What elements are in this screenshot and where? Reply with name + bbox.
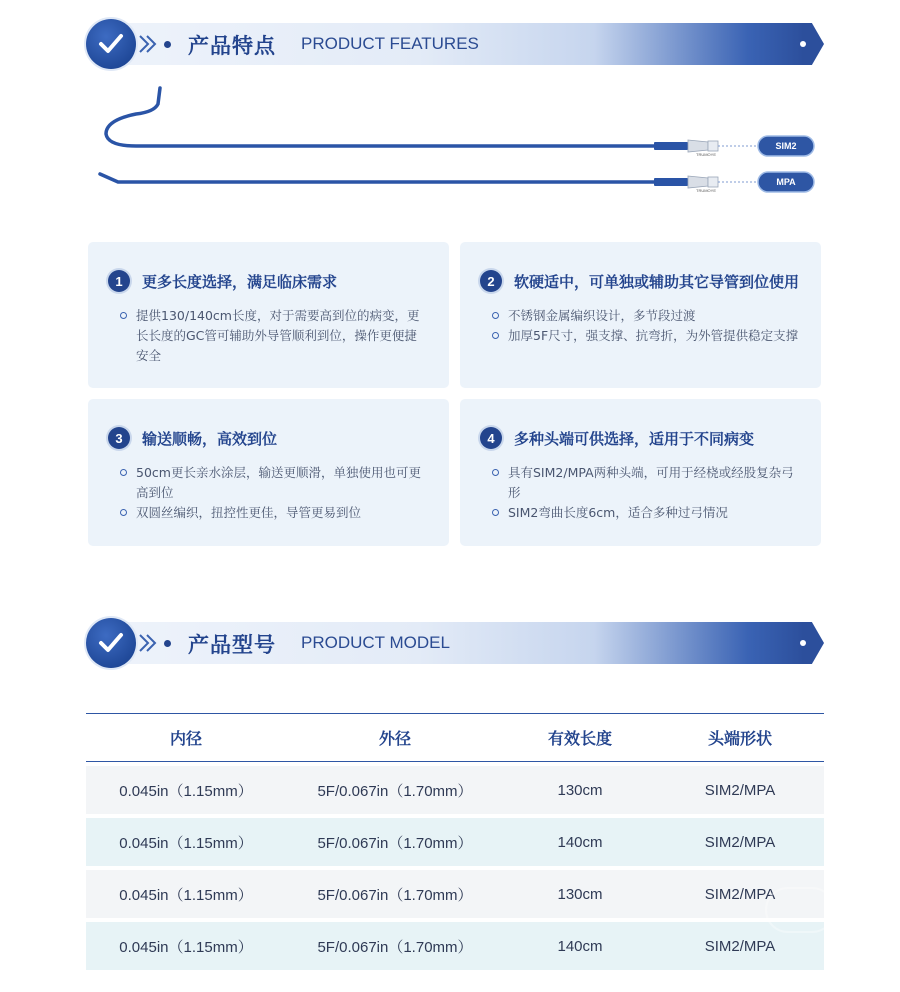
cell-outer-diameter: 5F/0.067in（1.70mm） <box>317 938 473 956</box>
table-row <box>86 818 824 866</box>
cell-effective-length: 140cm <box>557 937 603 955</box>
feature-points <box>120 463 429 523</box>
feature-points <box>120 306 429 366</box>
feature-point: 50cm更长亲水涂层，输送更顺滑，单独使用也可更高到位 <box>120 463 429 503</box>
catheter-illustration <box>96 84 826 204</box>
cell-inner-diameter: 0.045in（1.15mm） <box>119 938 253 956</box>
banner-bullet-dot <box>164 640 171 647</box>
sim2-hub-label: TRUMOYE <box>696 152 716 157</box>
mpa-catheter <box>100 172 814 193</box>
feature-point: 具有SIM2/MPA两种头端，可用于经桡或经股复杂弓形 <box>492 463 801 503</box>
table-header-row <box>86 714 824 762</box>
header-outer-diameter: 外径 <box>378 729 411 748</box>
feature-point: 不锈钢金属编织设计，多节段过渡 <box>492 306 801 326</box>
feature-title: 输送顺畅，高效到位 <box>142 429 278 448</box>
banner-end-dot <box>800 41 806 47</box>
cell-effective-length: 130cm <box>557 781 603 799</box>
table-row <box>86 766 824 814</box>
cell-inner-diameter: 0.045in（1.15mm） <box>119 834 253 852</box>
mpa-tag-label: MPA <box>776 177 796 187</box>
banner-bullet-dot <box>164 41 171 48</box>
model-title-cn: 产品型号 <box>188 633 276 657</box>
cell-effective-length: 140cm <box>557 833 603 851</box>
mpa-hub-label: TRUMOYE <box>696 188 716 193</box>
banner-end-dot <box>800 640 806 646</box>
cell-inner-diameter: 0.045in（1.15mm） <box>119 782 253 800</box>
cell-effective-length: 130cm <box>557 885 603 903</box>
table-row <box>86 922 824 970</box>
feature-card-4 <box>460 399 821 546</box>
checkmark-icon <box>86 19 136 69</box>
double-chevron-icon <box>138 633 160 653</box>
feature-title: 多种头端可供选择，适用于不同病变 <box>514 429 755 448</box>
cell-tip-shape: SIM2/MPA <box>704 833 776 851</box>
cell-tip-shape: SIM2/MPA <box>704 937 776 955</box>
feature-point: 提供130/140cm长度，对于需要高到位的病变，更长长度的GC管可辅助外导管顺利到位，操作更便捷安全 <box>120 306 429 366</box>
cell-outer-diameter: 5F/0.067in（1.70mm） <box>317 782 473 800</box>
cell-outer-diameter: 5F/0.067in（1.70mm） <box>317 834 473 852</box>
feature-card-1 <box>88 242 449 388</box>
feature-point: SIM2弯曲长度6cm，适合多种过弓情况 <box>492 503 801 523</box>
feature-number-badge: 3 <box>108 427 130 449</box>
header-effective-length: 有效长度 <box>547 729 612 748</box>
double-chevron-icon <box>138 34 160 54</box>
cell-outer-diameter: 5F/0.067in（1.70mm） <box>317 886 473 904</box>
watermark-logo <box>760 880 840 940</box>
features-title-cn: 产品特点 <box>188 34 276 58</box>
feature-card-3 <box>88 399 449 546</box>
feature-title: 软硬适中，可单独或辅助其它导管到位使用 <box>514 272 800 291</box>
feature-title: 更多长度选择，满足临床需求 <box>142 272 338 291</box>
table-row <box>86 870 824 918</box>
feature-number-badge: 1 <box>108 270 130 292</box>
model-section-header <box>86 618 824 668</box>
header-inner-diameter: 内径 <box>169 729 202 748</box>
cell-tip-shape: SIM2/MPA <box>704 885 776 903</box>
feature-number-badge: 4 <box>480 427 502 449</box>
features-title-en: PRODUCT FEATURES <box>301 34 479 53</box>
feature-points <box>492 463 801 523</box>
cell-inner-diameter: 0.045in（1.15mm） <box>119 886 253 904</box>
checkmark-icon <box>86 618 136 668</box>
feature-number-badge: 2 <box>480 270 502 292</box>
feature-point: 加厚5F尺寸，强支撑、抗弯折，为外管提供稳定支撑 <box>492 326 801 346</box>
feature-point: 双圆丝编织，扭控性更佳，导管更易到位 <box>120 503 429 523</box>
cell-tip-shape: SIM2/MPA <box>704 781 776 799</box>
header-tip-shape: 头端形状 <box>707 729 772 748</box>
feature-points <box>492 306 801 346</box>
feature-card-2 <box>460 242 821 388</box>
sim2-catheter <box>106 88 814 157</box>
sim2-tag-label: SIM2 <box>775 141 797 151</box>
features-section-header <box>86 19 824 69</box>
model-table <box>86 713 824 970</box>
model-title-en: PRODUCT MODEL <box>301 633 450 652</box>
